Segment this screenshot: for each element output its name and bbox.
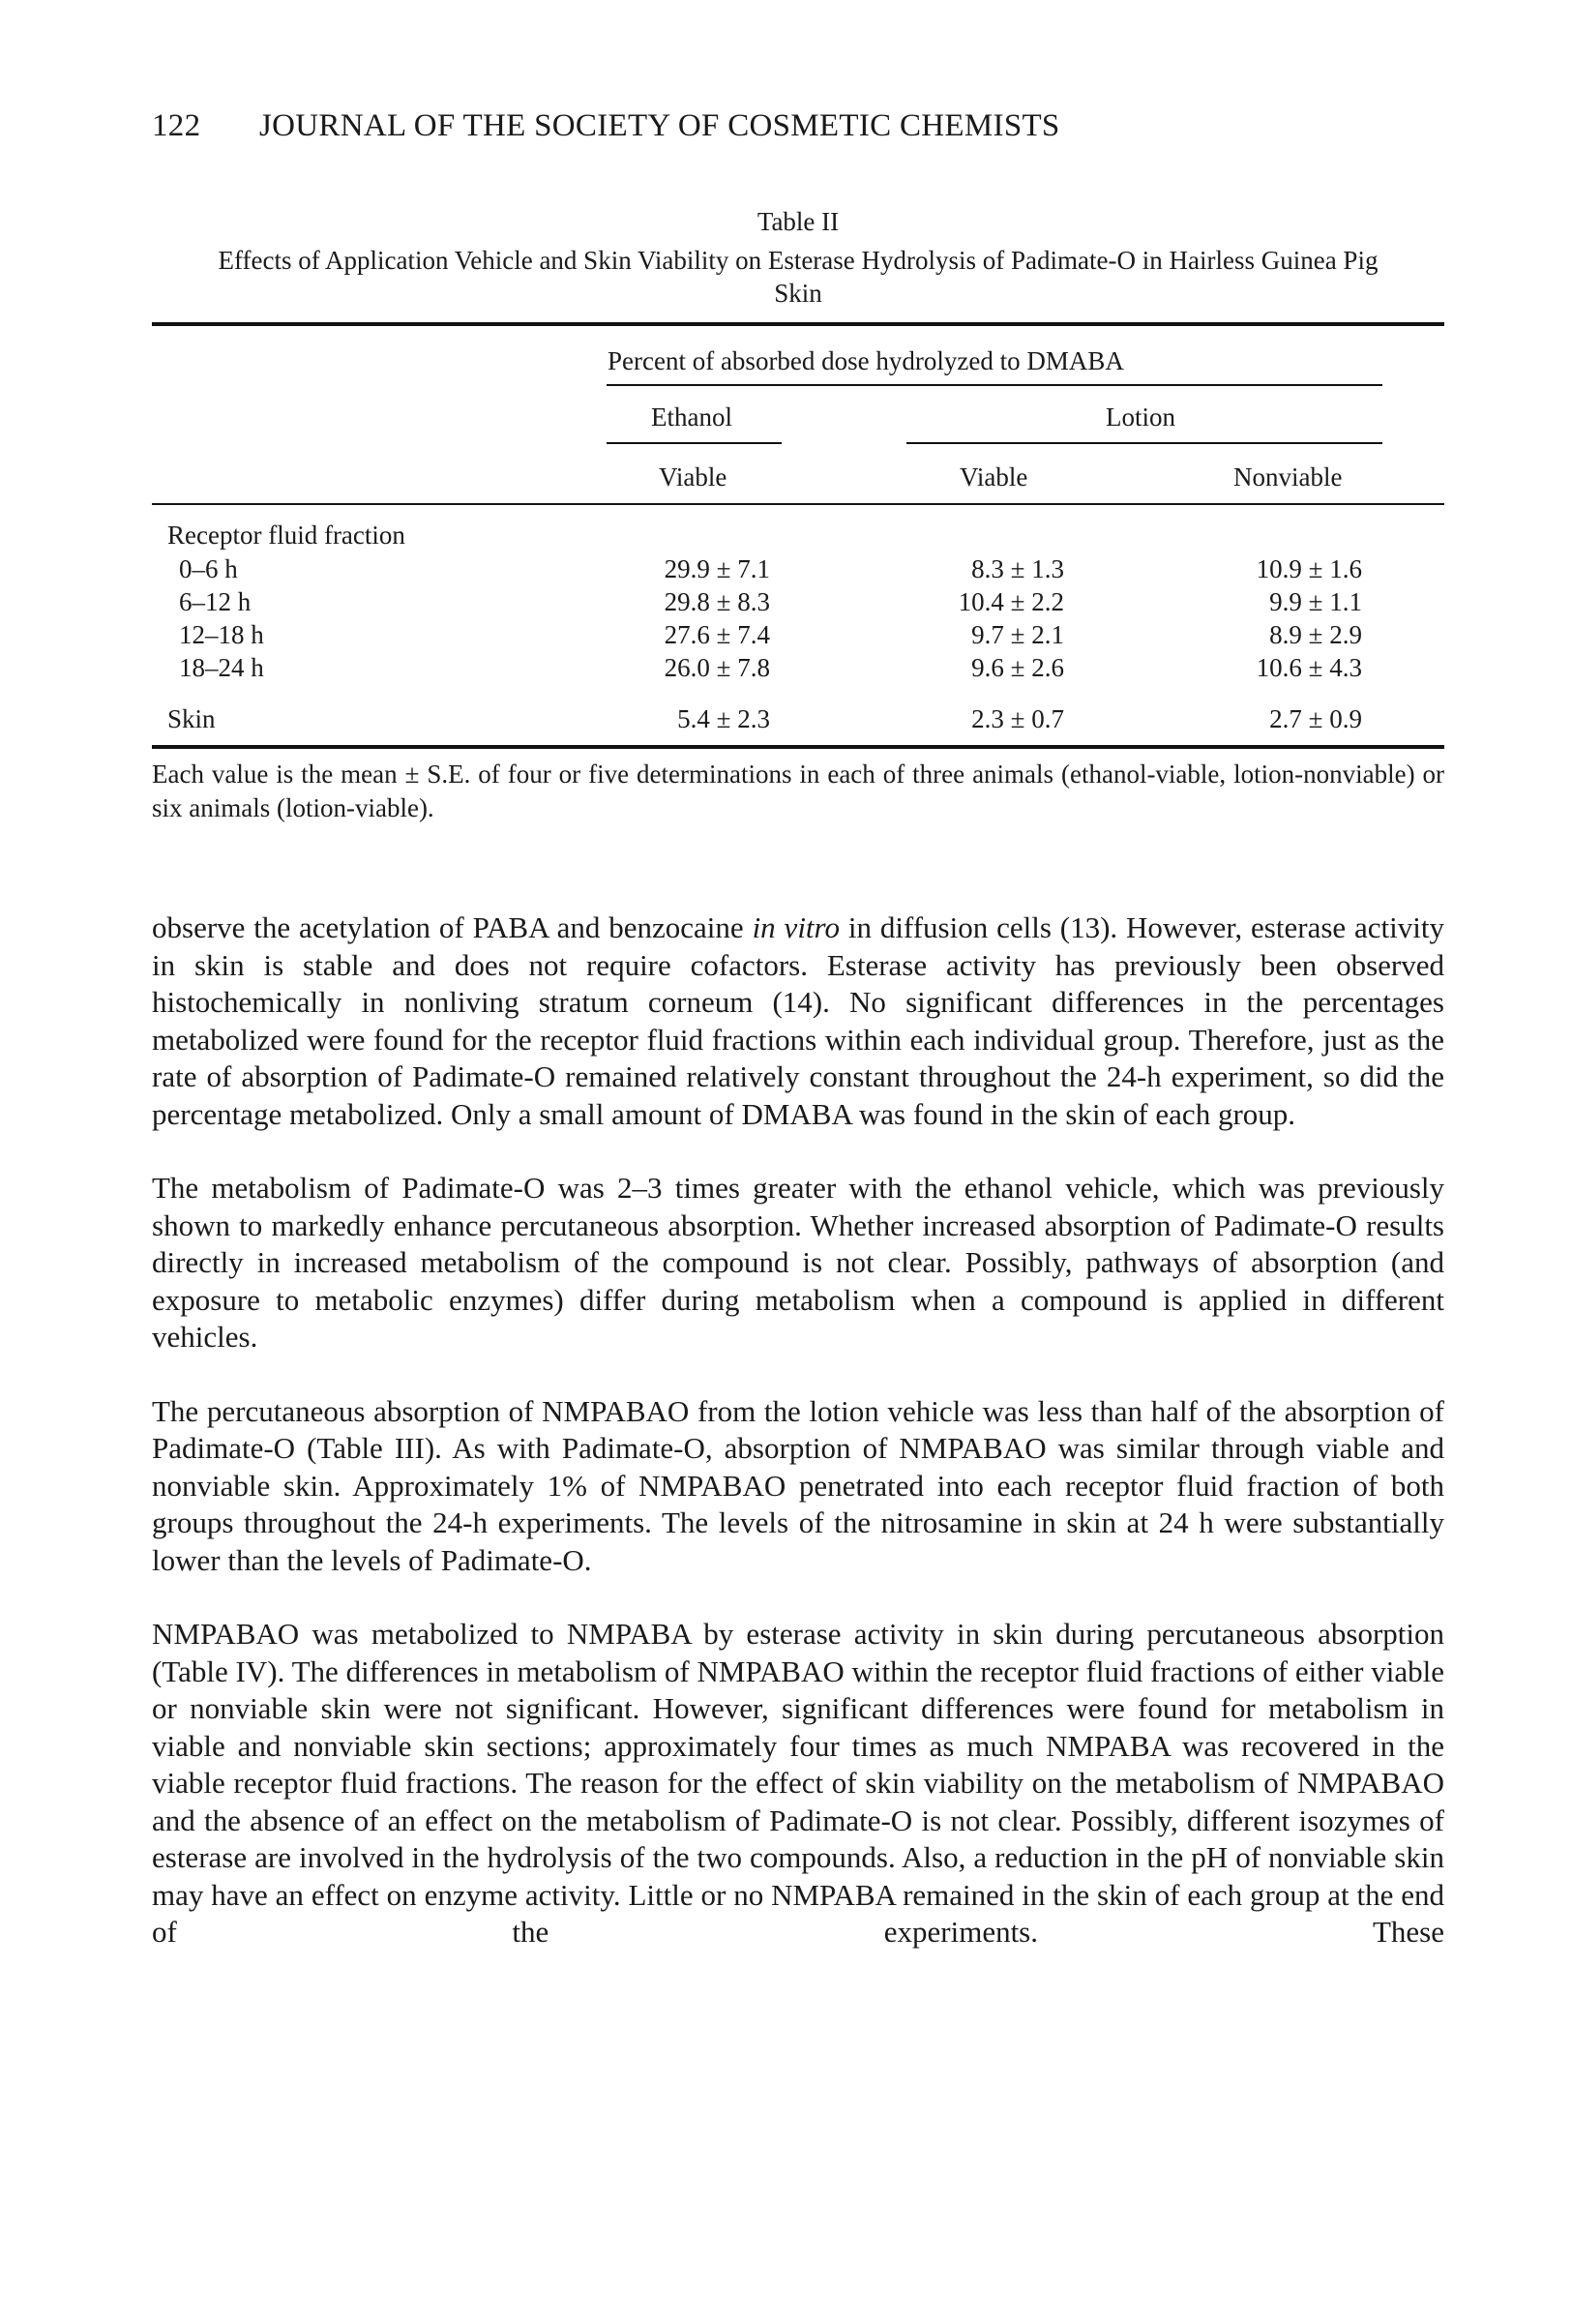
lotion-rule — [906, 442, 1382, 444]
row-label: 0–6 h — [179, 554, 238, 583]
page-number: 122 — [152, 108, 201, 143]
row-label: 6–12 h — [179, 587, 252, 616]
value-lotion-nonviable: 9.9 ± 1.1 — [1269, 587, 1362, 616]
value-ethanol-viable: 5.4 ± 2.3 — [677, 704, 770, 733]
table-label: Table II — [756, 207, 840, 236]
value-lotion-viable: 10.4 ± 2.2 — [958, 587, 1064, 616]
table-spanner-header: Percent of absorbed dose hydrolyzed to DMABA — [608, 346, 1124, 375]
spanner-rule — [607, 384, 1382, 386]
value-ethanol-viable: 29.8 ± 8.3 — [664, 587, 770, 616]
journal-title: JOURNAL OF THE SOCIETY OF COSMETIC CHEMISTS — [259, 108, 1060, 143]
paragraph-1-text-a: observe the acetylation of PABA and benzocaine — [152, 910, 753, 944]
table-top-rule — [152, 322, 1444, 326]
paragraph-2: The metabolism of Padimate-O was 2–3 times greater with the ethanol vehicle, which was previously shown to markedly enhance percutaneous absorption. Whether increased absorption of Padimate-O results directly in increased metabolism of the compound is not clear. Possibly, pathways of absorption (and exposure to metabolic enzymes) differ during metabolism when a compound is applied in different vehicles. — [152, 1171, 1444, 1354]
value-lotion-nonviable: 10.9 ± 1.6 — [1256, 554, 1362, 583]
column-header-ethanol-viable: Viable — [659, 462, 727, 492]
column-header-lotion-viable: Viable — [960, 462, 1028, 492]
table-footnote: Each value is the mean ± S.E. of four or five determinations in each of three animals (ethanol-viable, lotion-nonviable) or six animals (lotion-viable). — [152, 760, 1444, 822]
value-ethanol-viable: 29.9 ± 7.1 — [664, 554, 770, 583]
row-label: 18–24 h — [179, 653, 264, 682]
section-label: Receptor fluid fraction — [167, 521, 405, 550]
group-header-lotion: Lotion — [1106, 402, 1175, 432]
paragraph-1-text-b: in diffusion cells (13). However, esterase activity in skin is stable and does not require cofactors. Esterase activity has previously been observed histochemically in nonliving stratum corneum (14). No significant differences in the percentages metabolized were found for the receptor fluid fractions within each individual group. Therefore, just as the rate of absorption of Padimate-O remained relatively constant throughout the 24-h experiment, so did the percentage metabolized. Only a small amount of DMABA was found in the skin of each group. — [152, 910, 1444, 1131]
column-header-lotion-nonviable: Nonviable — [1233, 462, 1343, 492]
paragraph-1 — [152, 909, 1444, 1133]
paragraph-4: NMPABAO was metabolized to NMPABA by esterase activity in skin during percutaneous absorption (Table IV). The differences in metabolism of NMPABAO within the receptor fluid fractions of either viable or nonviable skin were not significant. However, significant differences were found for metabolism in viable and nonviable skin sections; approximately four times as much NMPABA was recovered in the viable receptor fluid fractions. The reason for the effect of skin viability on the metabolism of NMPABAO and the absence of an effect on the metabolism of Padimate-O is not clear. Possibly, different isozymes of esterase are involved in the hydrolysis of the two compounds. Also, a reduction in the pH of nonviable skin may have an effect on enzyme activity. Little or no NMPABA remained in the skin of each group at the end of the experiments. These — [152, 1617, 1444, 1949]
header-bottom-rule — [152, 503, 1444, 505]
table-bottom-rule — [152, 745, 1444, 749]
body-text — [152, 909, 1444, 1988]
value-lotion-nonviable: 2.7 ± 0.9 — [1269, 704, 1362, 733]
value-lotion-nonviable: 10.6 ± 4.3 — [1256, 653, 1362, 682]
value-ethanol-viable: 27.6 ± 7.4 — [664, 620, 770, 649]
paragraph-3: The percutaneous absorption of NMPABAO from the lotion vehicle was less than half of the absorption of Padimate-O (Table III). As with Padimate-O, absorption of NMPABAO was similar through viable and nonviable skin. Approximately 1% of NMPABAO penetrated into each receptor fluid fraction of both groups throughout the 24-h experiments. The levels of the nitrosamine in skin at 24 h were substantially lower than the levels of Padimate-O. — [152, 1393, 1444, 1577]
ethanol-rule — [607, 442, 782, 444]
value-lotion-viable: 9.7 ± 2.1 — [971, 620, 1064, 649]
row-label: 12–18 h — [179, 620, 264, 649]
value-ethanol-viable: 26.0 ± 7.8 — [664, 653, 770, 682]
row-label: Skin — [167, 704, 216, 733]
italic-in-vitro: in vitro — [752, 910, 840, 944]
value-lotion-viable: 2.3 ± 0.7 — [971, 704, 1064, 733]
value-lotion-viable: 8.3 ± 1.3 — [971, 554, 1064, 583]
value-lotion-viable: 9.6 ± 2.6 — [971, 653, 1064, 682]
table-caption: Effects of Application Vehicle and Skin Viability on Esterase Hydrolysis of Padimate-O in Hairless Guinea Pig Skin — [218, 246, 1379, 308]
group-header-ethanol: Ethanol — [651, 402, 732, 432]
value-lotion-nonviable: 8.9 ± 2.9 — [1269, 620, 1362, 649]
